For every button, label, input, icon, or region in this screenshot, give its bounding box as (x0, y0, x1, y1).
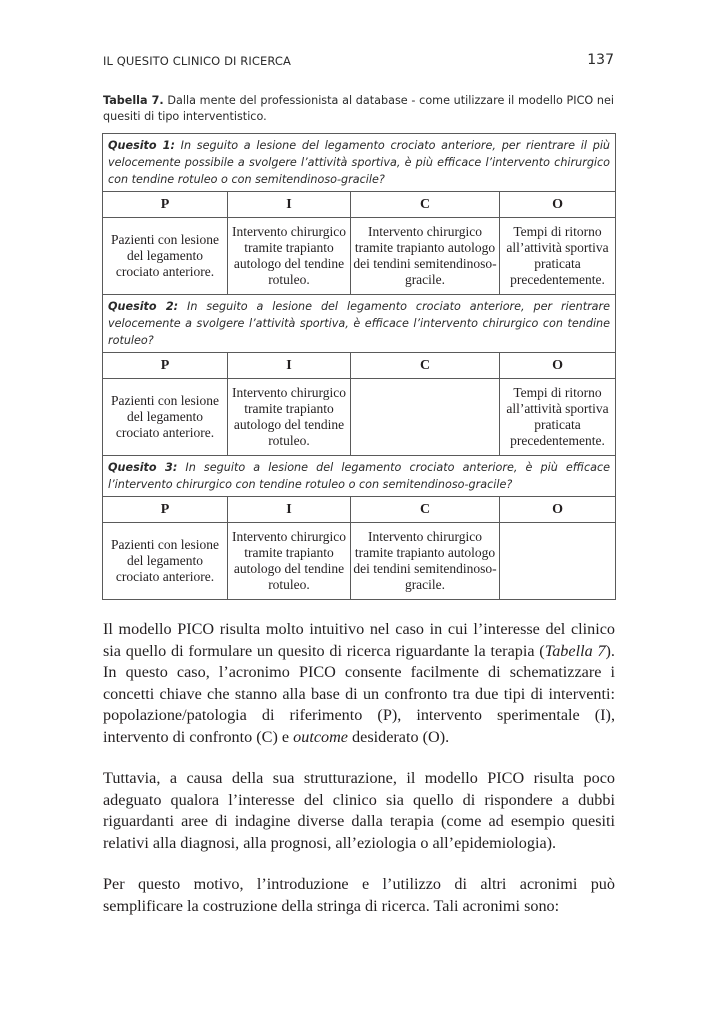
column-header-o: O (500, 192, 616, 218)
pico-content-row (103, 523, 616, 600)
cell-p: Pazienti con lesione del legamento crociato anteriore. (103, 523, 228, 600)
cell-c: Intervento chirurgico tramite trapianto autologo dei tendini semitendinoso-gracile. (351, 523, 500, 600)
column-header-i: I (228, 497, 351, 523)
quesito-2 (103, 295, 616, 353)
table-caption (103, 93, 614, 125)
caption-text: Dalla mente del professionista al database - come utilizzare il modello PICO nei quesiti di tipo interventistico. (103, 94, 615, 123)
column-header-o: O (500, 497, 616, 523)
paragraph-1-text-c: desiderato (O). (348, 727, 450, 746)
column-header-c: C (351, 497, 500, 523)
cell-c: Intervento chirurgico tramite trapianto autologo dei tendini semitendinoso-gracile. (351, 218, 500, 295)
caption-label: Tabella 7. (103, 94, 164, 107)
quesito-1 (103, 134, 616, 192)
table-reference: Tabella 7 (544, 641, 606, 660)
quesito-3 (103, 456, 616, 497)
column-header-i: I (228, 353, 351, 379)
pico-header-row (103, 353, 616, 379)
cell-i: Intervento chirurgico tramite trapianto autologo del tendine rotuleo. (228, 218, 351, 295)
pico-table (102, 133, 616, 600)
quesito-label: Quesito 3: (108, 461, 178, 474)
cell-o (500, 523, 616, 600)
paragraph-2 (103, 768, 615, 854)
quesito-label: Quesito 2: (108, 300, 179, 313)
paragraph-1-text-a: Il modello PICO risulta molto intuitivo nel caso in cui l’interesse del clinico sia quello di formulare un quesito di ricerca riguardante la terapia ( (103, 620, 615, 660)
quesito-label: Quesito 1: (108, 139, 175, 152)
column-header-p: P (103, 497, 228, 523)
emphasis-outcome: outcome (293, 727, 348, 746)
quesito-row (103, 295, 616, 353)
cell-c (351, 379, 500, 456)
paragraph-2-text: Tuttavia, a causa della sua strutturazione, il modello PICO risulta poco adeguato qualora l’interesse del clinico sia quello di rispondere a dubbi riguardanti aree di indagine diverse dalla terapia (come ad esempio quesiti relativi alla diagnosi, alla prognosi, all’eziologia o all’epidemiologia). (103, 769, 615, 852)
page-number: 137 (587, 52, 614, 68)
cell-o: Tempi di ritorno all’attività sportiva praticata precedentemente. (500, 218, 616, 295)
column-header-c: C (351, 353, 500, 379)
paragraph-1 (103, 619, 615, 748)
pico-header-row (103, 192, 616, 218)
pico-content-row (103, 218, 616, 295)
pico-header-row (103, 497, 616, 523)
column-header-p: P (103, 353, 228, 379)
quesito-row (103, 456, 616, 497)
quesito-row (103, 134, 616, 192)
column-header-p: P (103, 192, 228, 218)
cell-i: Intervento chirurgico tramite trapianto autologo del tendine rotuleo. (228, 379, 351, 456)
column-header-o: O (500, 353, 616, 379)
quesito-text: In seguito a lesione del legamento crociato anteriore, per rientrare velocemente a svolgere l’attività sportiva, è efficace l’intervento chirurgico con tendine rotuleo? (108, 300, 611, 347)
cell-i: Intervento chirurgico tramite trapianto autologo del tendine rotuleo. (228, 523, 351, 600)
cell-p: Pazienti con lesione del legamento crociato anteriore. (103, 218, 228, 295)
cell-o: Tempi di ritorno all’attività sportiva praticata precedentemente. (500, 379, 616, 456)
running-head: IL QUESITO CLINICO DI RICERCA (103, 54, 291, 68)
paragraph-1-text-b: ). In questo caso, l’acronimo PICO consente facilmente di schematizzare i concetti chiave che stanno alla base di un confronto tra due tipi di interventi: popolazione/patologia di riferimento (P), intervento sperimentale (I), intervento di confronto (C) e (103, 641, 615, 746)
column-header-c: C (351, 192, 500, 218)
quesito-text: In seguito a lesione del legamento crociato anteriore, è più efficace l’intervento chirurgico con tendine rotuleo o con semitendinoso-gracile? (108, 461, 611, 491)
pico-content-row (103, 379, 616, 456)
paragraph-3-text: Per questo motivo, l’introduzione e l’utilizzo di altri acronimi può semplificare la costruzione della stringa di ricerca. Tali acronimi sono: (103, 875, 615, 915)
paragraph-3 (103, 874, 615, 917)
cell-p: Pazienti con lesione del legamento crociato anteriore. (103, 379, 228, 456)
column-header-i: I (228, 192, 351, 218)
quesito-text: In seguito a lesione del legamento crociato anteriore, per rientrare il più velocemente possibile a svolgere l’attività sportiva, è più efficace l’intervento chirurgico con tendine rotuleo o con semitendinoso-gracile? (108, 139, 611, 186)
